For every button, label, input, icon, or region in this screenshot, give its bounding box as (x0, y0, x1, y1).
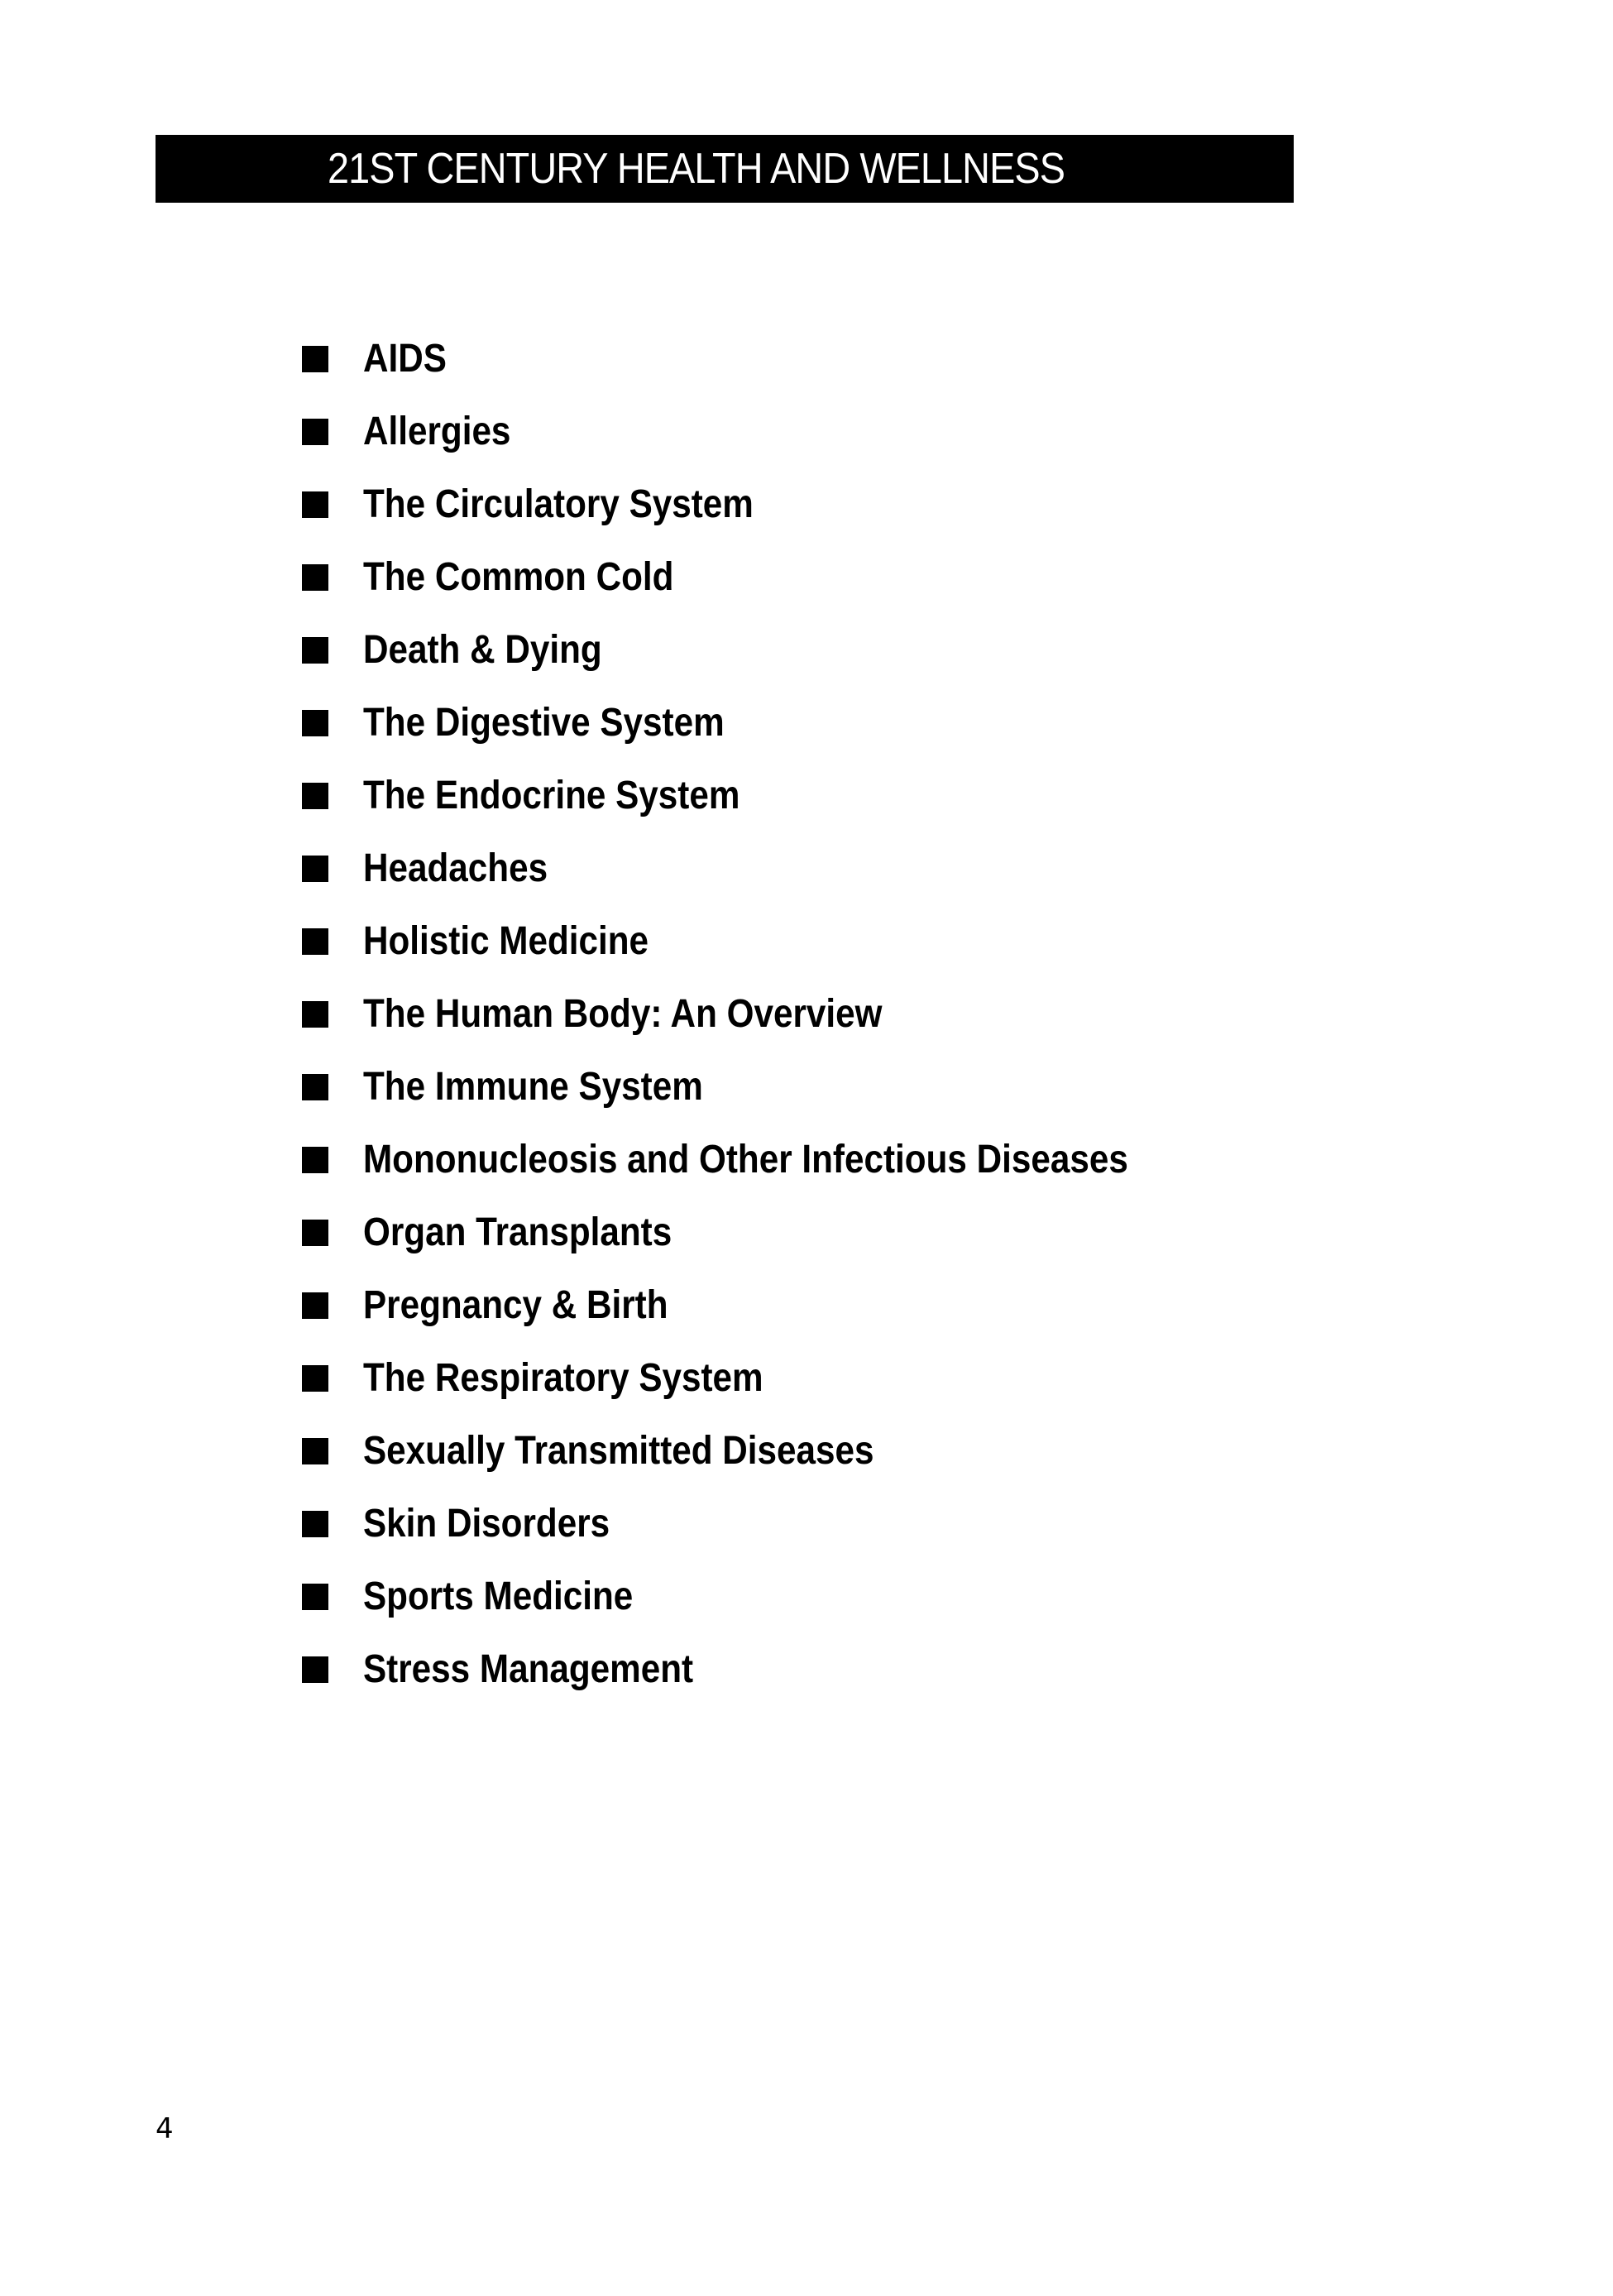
series-title-list (302, 323, 1232, 1706)
series-list-item (302, 1633, 1232, 1706)
series-item-label: Headaches (363, 846, 548, 890)
series-list-item (302, 323, 1232, 395)
square-bullet-icon (302, 1438, 328, 1464)
series-item-label: Stress Management (363, 1647, 694, 1691)
series-item-label: The Digestive System (363, 701, 725, 745)
square-bullet-icon (302, 1147, 328, 1173)
series-item-label: The Common Cold (363, 555, 674, 599)
square-bullet-icon (302, 1511, 328, 1537)
series-item-label: Sexually Transmitted Diseases (363, 1429, 874, 1473)
series-list-item (302, 760, 1232, 832)
series-list-item (302, 1124, 1232, 1196)
series-list-item (302, 1051, 1232, 1124)
series-list-item (302, 1269, 1232, 1342)
series-item-label: Mononucleosis and Other Infectious Diseases (363, 1138, 1128, 1182)
page-number: 4 (156, 2112, 174, 2145)
square-bullet-icon (302, 1292, 328, 1319)
series-list-item (302, 1196, 1232, 1269)
series-item-label: The Endocrine System (363, 774, 740, 817)
series-item-label: The Human Body: An Overview (363, 992, 883, 1036)
series-list-item (302, 1488, 1232, 1560)
series-item-label: Skin Disorders (363, 1502, 610, 1546)
square-bullet-icon (302, 1220, 328, 1246)
square-bullet-icon (302, 1001, 328, 1028)
series-item-label: Organ Transplants (363, 1210, 672, 1254)
series-banner (156, 135, 1294, 203)
series-list-item (302, 1560, 1232, 1633)
series-list-item (302, 468, 1232, 541)
series-list-item (302, 395, 1232, 468)
square-bullet-icon (302, 419, 328, 445)
square-bullet-icon (302, 928, 328, 955)
series-list-item (302, 541, 1232, 614)
square-bullet-icon (302, 1074, 328, 1100)
series-item-label: AIDS (363, 337, 447, 381)
series-list-item (302, 687, 1232, 760)
series-item-label: Sports Medicine (363, 1575, 634, 1618)
square-bullet-icon (302, 783, 328, 809)
series-list-item (302, 905, 1232, 978)
series-list-item (302, 1342, 1232, 1415)
square-bullet-icon (302, 637, 328, 664)
square-bullet-icon (302, 1656, 328, 1683)
series-item-label: Holistic Medicine (363, 919, 649, 963)
square-bullet-icon (302, 491, 328, 518)
series-list-item (302, 1415, 1232, 1488)
series-list-item (302, 614, 1232, 687)
square-bullet-icon (302, 1584, 328, 1610)
series-title: 21ST CENTURY HEALTH AND WELLNESS (328, 145, 1065, 193)
series-item-label: The Circulatory System (363, 482, 754, 526)
series-list-item (302, 978, 1232, 1051)
series-list-item (302, 832, 1232, 905)
square-bullet-icon (302, 346, 328, 372)
square-bullet-icon (302, 710, 328, 736)
square-bullet-icon (302, 856, 328, 882)
series-item-label: Allergies (363, 410, 511, 453)
series-item-label: The Immune System (363, 1065, 703, 1109)
square-bullet-icon (302, 1365, 328, 1392)
series-item-label: Death & Dying (363, 628, 602, 672)
square-bullet-icon (302, 564, 328, 591)
series-item-label: The Respiratory System (363, 1356, 763, 1400)
series-item-label: Pregnancy & Birth (363, 1283, 668, 1327)
